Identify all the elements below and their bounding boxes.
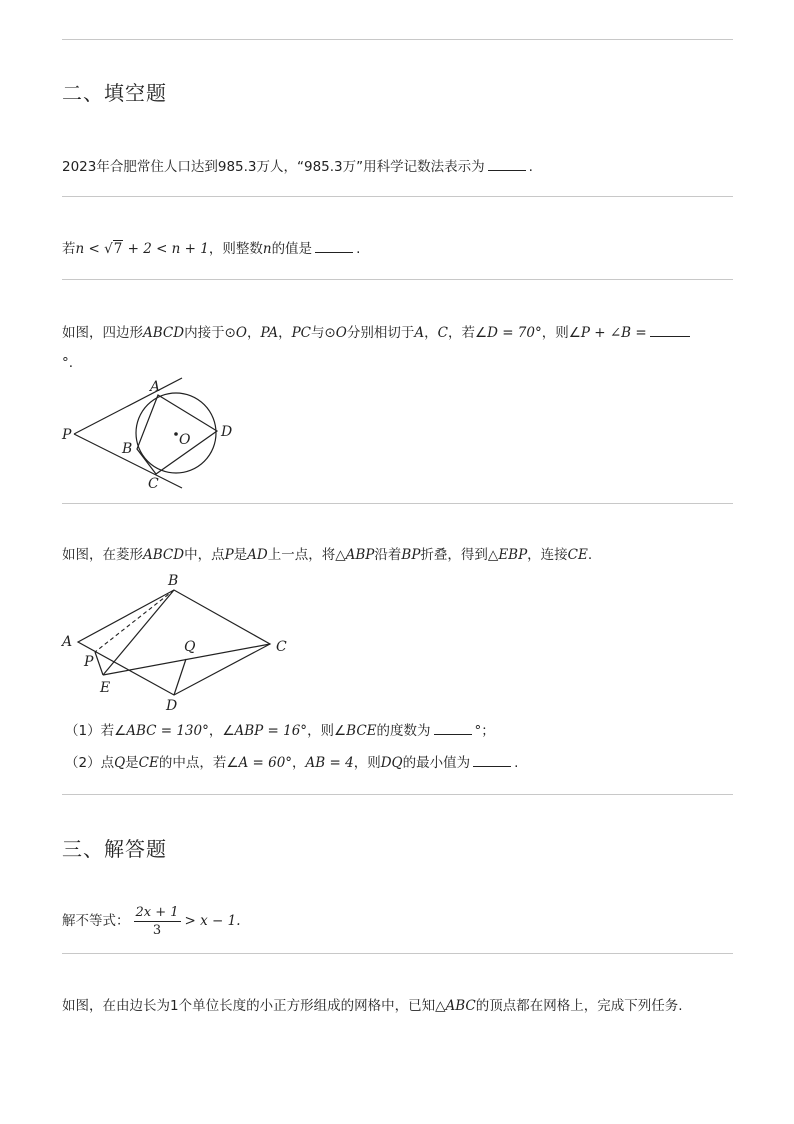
label-o: O: [179, 432, 191, 448]
label-d: D: [166, 698, 178, 713]
sqrt-expression: √7: [104, 241, 123, 257]
center-point: [174, 432, 178, 436]
divider: [62, 279, 733, 280]
answer-blank[interactable]: [488, 158, 526, 171]
answer-blank[interactable]: [315, 240, 353, 253]
question-1: 2023年合肥常住人口达到985.3万人，“985.3万”用科学记数法表示为 .: [62, 159, 533, 175]
label-a: A: [62, 634, 73, 650]
fraction: $\frac{2x + 1}{3}$: [135, 904, 179, 938]
divider: [62, 503, 733, 504]
label-d: D: [221, 424, 233, 440]
rhombus-fold-figure: [60, 568, 300, 713]
top-divider: [62, 39, 733, 40]
question-3: 如图，四边形ABCD内接于⊙O，PA，PC与⊙O分别相切于A，C，若∠D = 70°，则∠P + ∠B =: [62, 324, 693, 342]
label-c: C: [276, 639, 287, 655]
divider: [62, 953, 733, 954]
segment-bp-dashed: [95, 590, 174, 652]
tangent-pa: [74, 378, 182, 434]
answer-blank[interactable]: [473, 754, 511, 767]
answer-blank[interactable]: [650, 324, 690, 337]
question-4-part-1: （1）若∠ABC = 130°，∠ABP = 16°，则∠BCE的度数为 °；: [65, 723, 495, 739]
label-c: C: [148, 476, 159, 492]
question-5: 解不等式： $\frac{2x + 1}{3}$ > x − 1.: [62, 904, 241, 938]
label-p: P: [62, 427, 72, 443]
section-title-solve: 三、解答题: [62, 837, 167, 861]
question-4: 如图，在菱形ABCD中，点P是AD上一点，将△ABP沿着BP折叠，得到△EBP，连接CE.: [62, 547, 593, 563]
section-title-fill-in: 二、填空题: [62, 81, 167, 105]
label-e: E: [100, 680, 111, 696]
divider: [62, 794, 733, 795]
question-3-line-2: °.: [62, 355, 74, 371]
segment-be: [103, 590, 174, 675]
divider: [62, 196, 733, 197]
answer-blank[interactable]: [434, 722, 472, 735]
question-2: 若n < √7 + 2 < n + 1，则整数n的值是 .: [62, 241, 361, 257]
question-4-part-2: （2）点Q是CE的中点，若∠A = 60°，AB = 4，则DQ的最小值为 .: [65, 755, 519, 771]
label-a: A: [150, 379, 161, 395]
question-1-text: 2023年合肥常住人口达到985.3万人，“985.3万”用科学记数法表示为: [62, 159, 485, 175]
circle-quadrilateral-figure: [60, 376, 250, 494]
label-b: B: [168, 573, 179, 589]
label-b: B: [122, 441, 133, 457]
label-q: Q: [184, 639, 196, 655]
question-6: 如图，在由边长为1个单位长度的小正方形组成的网格中，已知△ABC的顶点都在网格上，完成下列任务.: [62, 998, 683, 1014]
label-p: P: [84, 654, 94, 670]
